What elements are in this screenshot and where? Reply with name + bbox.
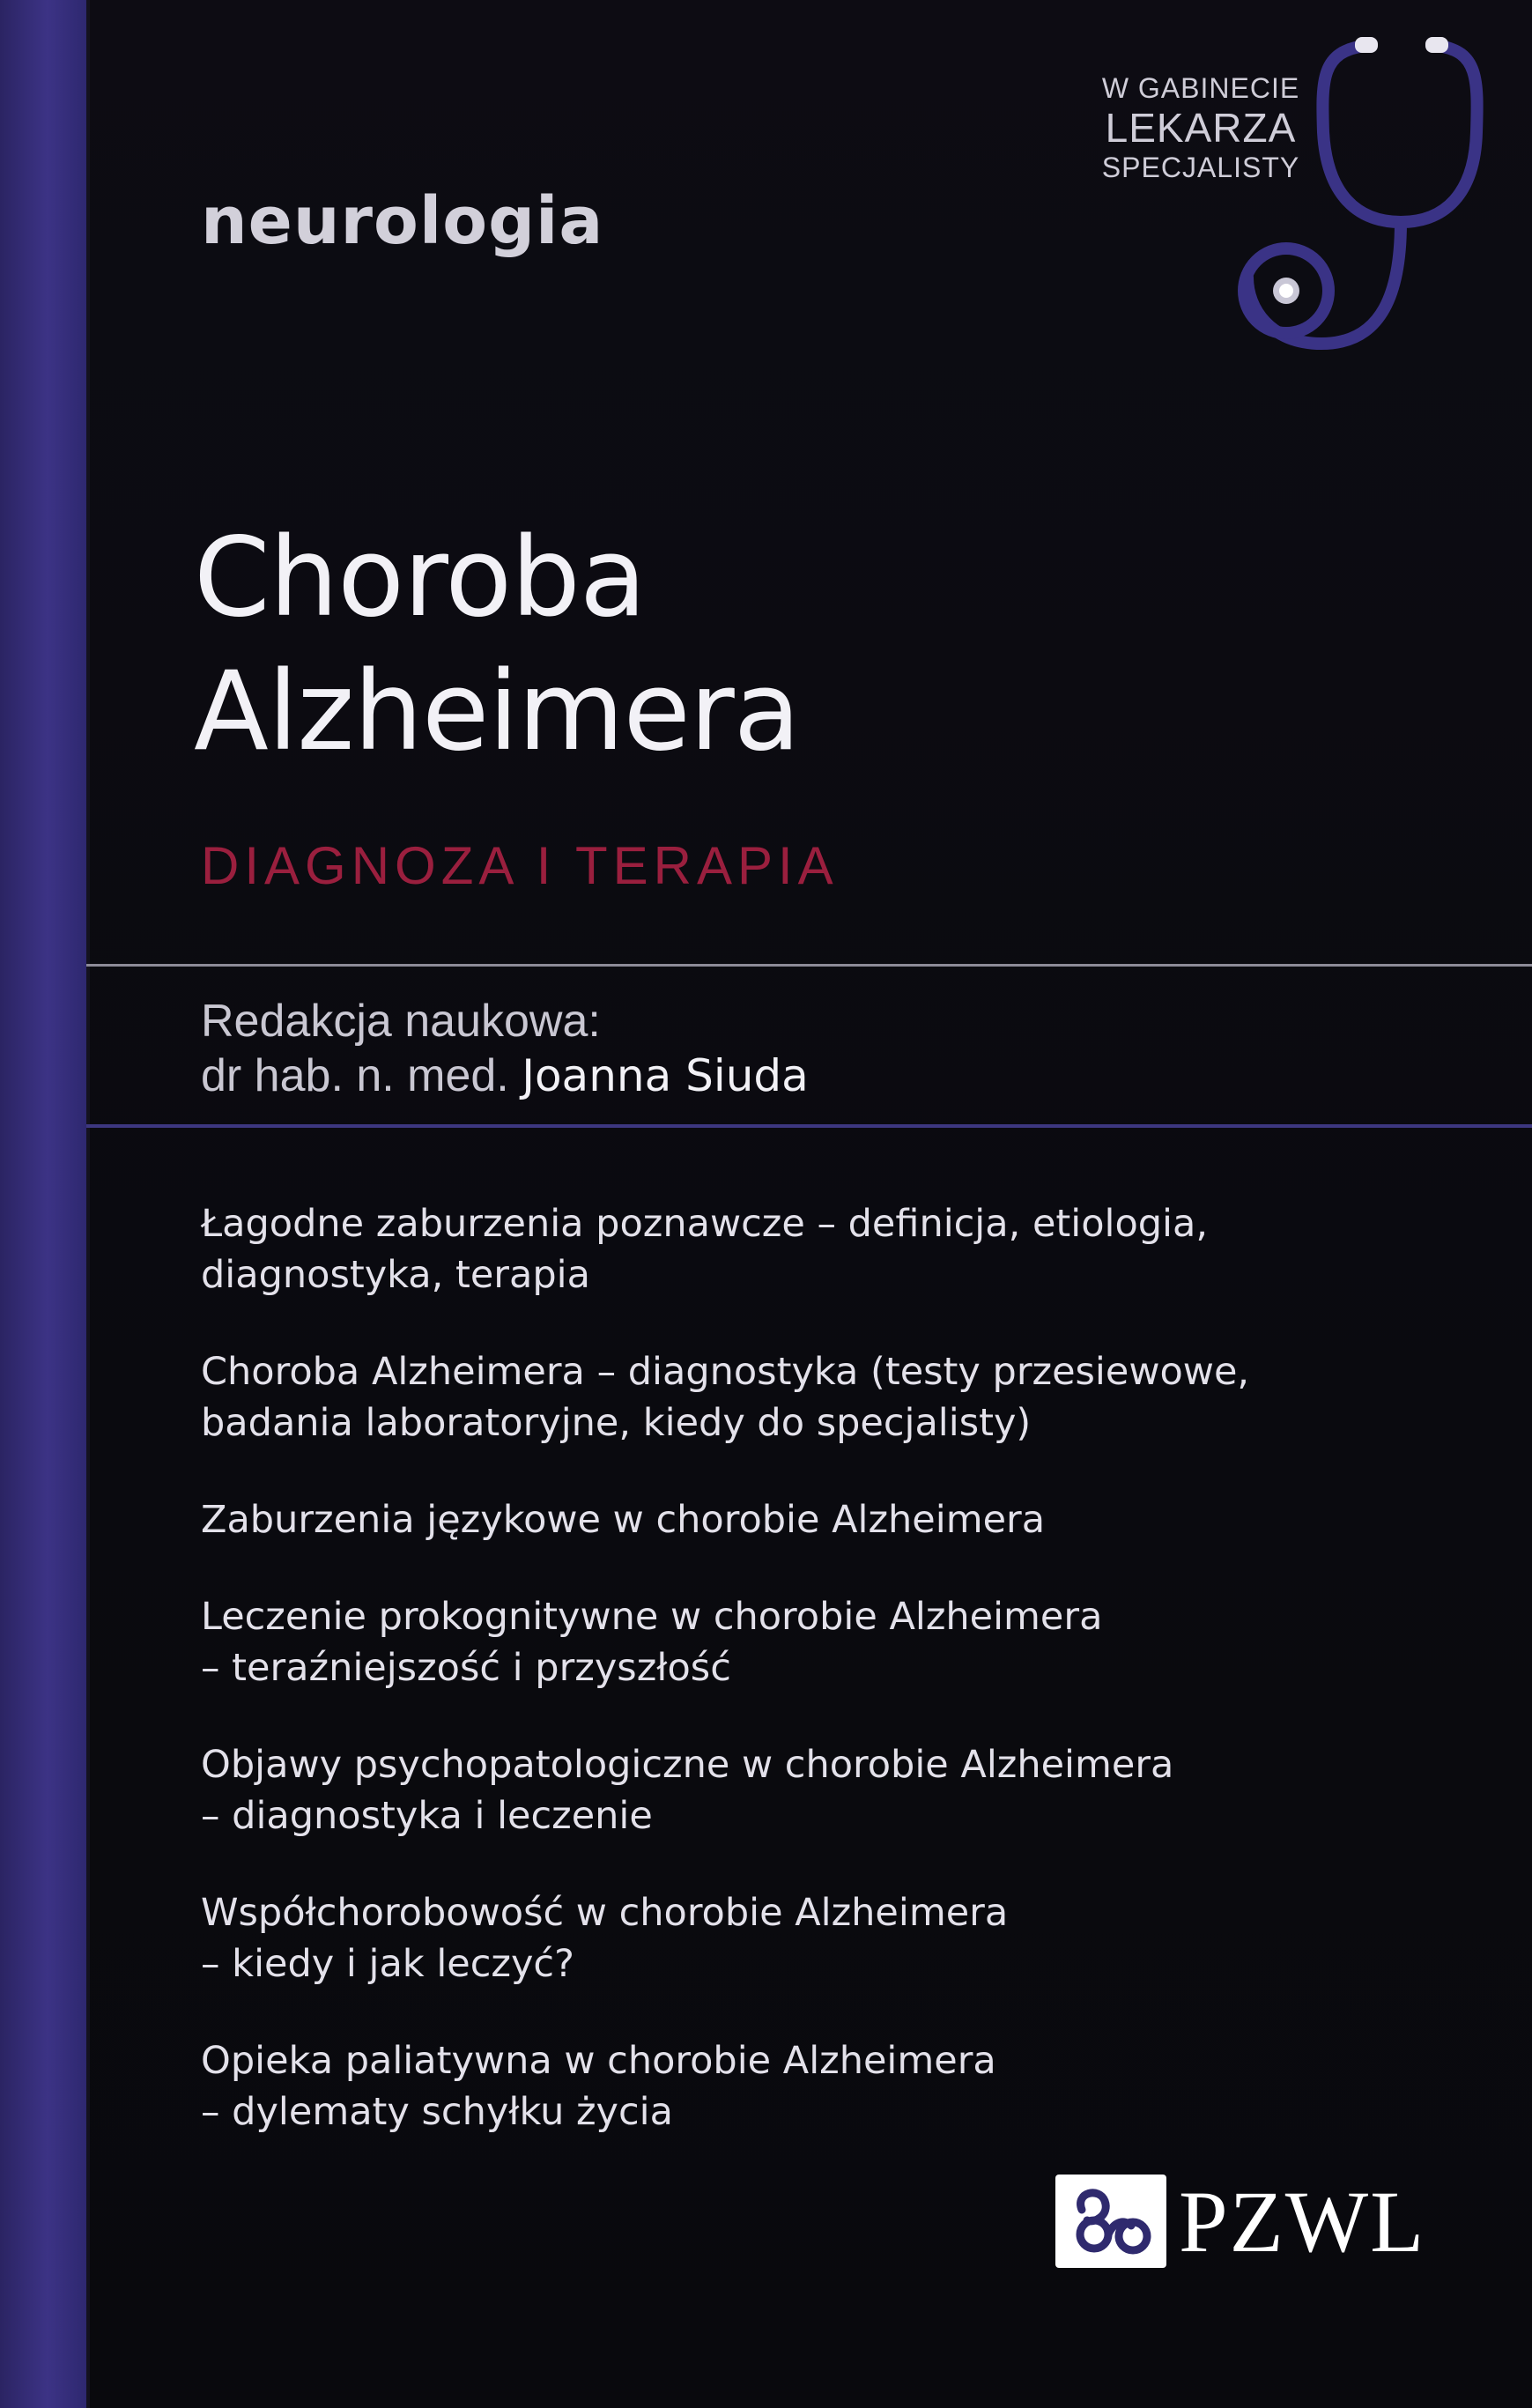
contents-item	[201, 1739, 1249, 1841]
contents-item-line: – kiedy i jak leczyć?	[201, 1942, 574, 1986]
contents-item-line: Choroba Alzheimera – diagnostyka (testy przesiewowe,	[201, 1350, 1250, 1394]
contents-item-line: Objawy psychopatologiczne w chorobie Alzheimera	[201, 1743, 1174, 1787]
contents-item	[201, 1346, 1249, 1449]
contents-item	[201, 1198, 1249, 1300]
book-title	[194, 511, 800, 779]
contents-item-line: Łagodne zaburzenia poznawcze – definicja, etiologia,	[201, 1202, 1209, 1246]
contents-item	[201, 2035, 1249, 2138]
book-subtitle: DIAGNOZA I TERAPIA	[201, 836, 839, 895]
contents-item-line: Opieka paliatywna w chorobie Alzheimera	[201, 2039, 996, 2083]
pzwl-logo-icon	[1055, 2175, 1166, 2268]
badge-line-3: SPECJALISTY	[1101, 152, 1300, 183]
title-line-1: Choroba	[194, 515, 646, 641]
contents-item-line: Współchorobowość w chorobie Alzheimera	[201, 1891, 1009, 1935]
divider-bottom	[86, 1124, 1532, 1128]
contents-item	[201, 1591, 1249, 1693]
contents-item-line: – teraźniejszość i przyszłość	[201, 1646, 731, 1690]
cover-spine-band	[0, 0, 86, 2408]
editor-block	[201, 994, 809, 1103]
badge-line-1: W GABINECIE	[1101, 72, 1300, 104]
contents-item-line: diagnostyka, terapia	[201, 1253, 590, 1297]
contents-list	[201, 1198, 1249, 2183]
editor-credit	[201, 1048, 809, 1103]
contents-item	[201, 1887, 1249, 1989]
editor-degree: dr hab. n. med.	[201, 1050, 509, 1101]
divider-top	[86, 964, 1532, 967]
publisher-mark	[1055, 2173, 1426, 2271]
publisher-name: PZWL	[1179, 2173, 1426, 2271]
series-label: neurologia	[201, 183, 604, 259]
contents-item-line: Leczenie prokognitywne w chorobie Alzheimera	[201, 1595, 1103, 1639]
contents-item-line: Zaburzenia językowe w chorobie Alzheimera	[201, 1498, 1046, 1542]
contents-item-line: badania laboratoryjne, kiedy do specjalisty)	[201, 1401, 1032, 1445]
badge-line-2: LEKARZA	[1105, 105, 1297, 151]
spine-edge	[86, 0, 90, 2408]
contents-item	[201, 1494, 1249, 1545]
contents-item-line: – dylematy schyłku życia	[201, 2090, 673, 2134]
stethoscope-icon	[1189, 26, 1498, 370]
editor-label: Redakcja naukowa:	[201, 996, 601, 1047]
title-line-2: Alzheimera	[194, 648, 800, 775]
editor-name: Joanna Siuda	[522, 1050, 809, 1101]
contents-item-line: – diagnostyka i leczenie	[201, 1794, 653, 1838]
